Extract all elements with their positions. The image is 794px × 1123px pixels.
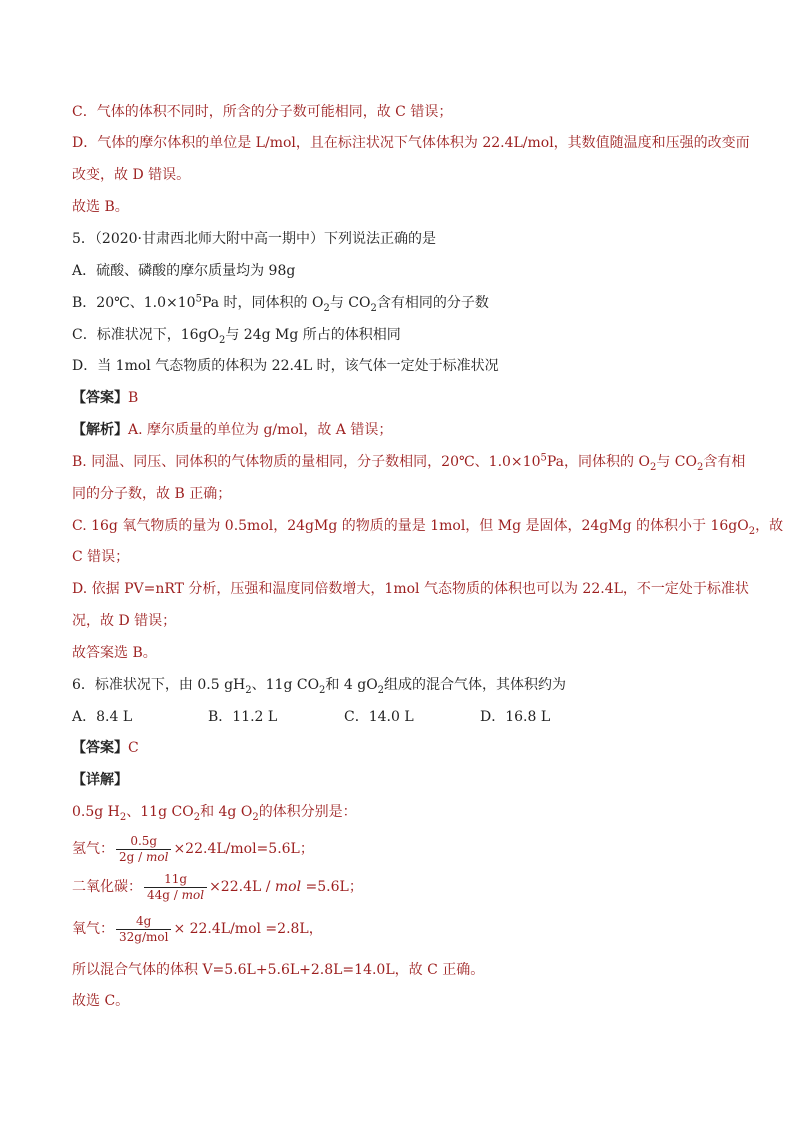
q6-oxygen-calc: 氧气： $\frac{4g}{\text{32g/mol}}$ × 22.4L/mol =2.8L， (72, 913, 323, 944)
q6-co2-calc: 二氧化碳： $\frac{11g}{\text{44g / mol}}$ ×22.4L / mol =5.6L； (72, 871, 363, 902)
q5-analysis-d-line2: 况，故 D 错误； (72, 613, 177, 629)
q6-option-a: A．8.4 L (72, 709, 133, 725)
answer-label: 【答案】 (72, 740, 128, 756)
q4-option-d-explanation-line1: D．气体的摩尔体积的单位是 L/mol，且在标注状况下气体体积为 22.4L/mol，其数值随温度和压强的改变而 (72, 135, 750, 151)
q4-conclusion: 故选 B。 (72, 199, 129, 215)
q5-analysis-b-line2: 同的分子数，故 B 正确； (72, 486, 232, 502)
q5-option-d: D．当 1mol 气态物质的体积为 22.4L 时，该气体一定处于标准状况 (72, 358, 499, 374)
analysis-label: 【解析】 (72, 422, 128, 438)
q6-stem: 6．标准状况下，由 0.5 $gH_2$、11g $CO_2$和 4 $gO_2$组成的混合气体，其体积约为 (72, 677, 567, 696)
q6-intro: 0.5g $H_2$、11g $CO_2$和 4g $O_2$的体积分别是： (72, 804, 357, 823)
q5-option-c: C．标准状况下，$16gO_2$与 24g Mg 所占的体积相同 (72, 327, 401, 346)
q5-analysis-d-line1: D. 依据 PV=nRT 分析，压强和温度同倍数增大，1mol 气态物质的体积也可以为 22.4L，不一定处于标准状 (72, 581, 749, 597)
q6-option-b: B．11.2 L (208, 709, 278, 725)
q6-total: 所以混合气体的体积 V=5.6L+5.6L+2.8L=14.0L，故 C 正确。 (72, 962, 485, 978)
q5-analysis-c-line1: C. 16g 氧气物质的量为 0.5mol，24gMg 的物质的量是 1mol，但 Mg 是固体，24gMg 的体积小于 $16gO_2$，故 (72, 518, 784, 537)
co2-fraction: $\frac{11g}{\text{44g / mol}}$ (144, 872, 207, 903)
q6-options (72, 707, 734, 727)
q5-analysis-a: 【解析】A. 摩尔质量的单位为 g/mol，故 A 错误； (72, 422, 393, 438)
q6-detail-label: 【详解】 (72, 772, 128, 788)
q5-analysis-b-line1: B. 同温、同压、同体积的气体物质的量相同，分子数相同，20℃、$1.0\times 10^5Pa$，同体积的 $O_2$与 $CO_2$含有相 (72, 452, 746, 473)
q6-option-c: C．14.0 L (344, 709, 414, 725)
q5-option-a: A．硫酸、磷酸的摩尔质量均为 98g (72, 263, 296, 279)
answer-value: B (128, 390, 139, 406)
q6-conclusion: 故选 C。 (72, 993, 130, 1009)
q5-answer (72, 388, 734, 408)
q6-answer (72, 738, 734, 758)
hydrogen-fraction: $\frac{0.5g}{\text{2g / mol}}$ (116, 834, 171, 865)
q6-hydrogen-calc: 氢气： $\frac{0.5g}{\text{2g / mol}}$ ×22.4L/mol=5.6L； (72, 833, 314, 864)
q4-option-d-explanation-line2: 改变，故 D 错误。 (72, 167, 191, 183)
q4-option-c-explanation: C．气体的体积不同时，所含的分子数可能相同，故 C 错误； (72, 104, 453, 120)
oxygen-fraction: $\frac{4g}{\text{32g/mol}}$ (116, 914, 171, 945)
q6-option-d: D．16.8 L (480, 709, 551, 725)
answer-label: 【答案】 (72, 390, 128, 406)
q5-stem: 5．（2020·甘肃西北师大附中高一期中）下列说法正确的是 (72, 231, 436, 247)
q5-conclusion: 故答案选 B。 (72, 645, 157, 661)
q5-option-b: B．20℃、$1.0\times 10^5Pa$ 时，同体积的 $O_2$与 $CO_2$含有相同的分子数 (72, 293, 489, 314)
q5-analysis-c-line2: C 错误； (72, 549, 130, 565)
answer-value: C (128, 740, 139, 756)
